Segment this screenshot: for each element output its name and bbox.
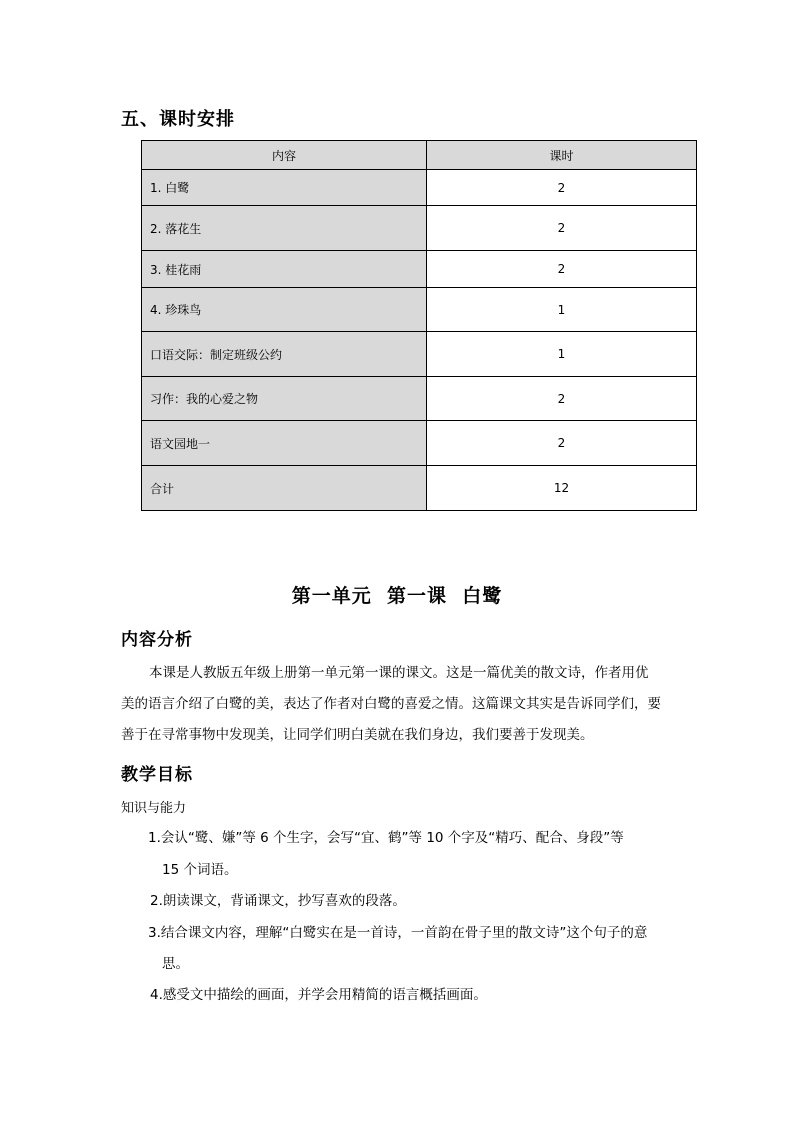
row-hours: 2: [427, 377, 697, 421]
row-hours: 2: [427, 170, 697, 206]
row-name: 习作：我的心爱之物: [142, 377, 427, 421]
goal-item: 2.朗读课文，背诵课文，抄写喜欢的段落。: [150, 893, 406, 909]
goals-subheading: 知识与能力: [121, 801, 187, 816]
table-row: [142, 206, 697, 251]
row-name: 口语交际：制定班级公约: [142, 332, 427, 377]
table-row: [142, 251, 697, 288]
row-hours: 2: [427, 251, 697, 288]
goal-item: 1.会认“鹭、嫌”等 6 个生字，会写“宜、鹤”等 10 个字及“精巧、配合、身段”等: [148, 830, 624, 846]
analysis-line: 本课是人教版五年级上册第一单元第一课的课文。这是一篇优美的散文诗，作者用优: [149, 665, 649, 681]
table-row: [142, 170, 697, 206]
table-row: [142, 288, 697, 332]
row-name: 1. 白鹭: [142, 170, 427, 206]
header-content: 内容: [142, 141, 427, 170]
analysis-line: 善于在寻常事物中发现美，让同学们明白美就在我们身边，我们要善于发现美。: [121, 727, 594, 743]
analysis-line: 美的语言介绍了白鹭的美，表达了作者对白鹭的喜爱之情。这篇课文其实是告诉同学们，要: [121, 696, 661, 712]
row-hours: 2: [427, 421, 697, 466]
table-row: [142, 377, 697, 421]
row-name: 4. 珍珠鸟: [142, 288, 427, 332]
row-name: 3. 桂花雨: [142, 251, 427, 288]
header-hours: 课时: [427, 141, 697, 170]
goal-item: 15 个词语。: [162, 862, 238, 878]
row-hours: 2: [427, 206, 697, 251]
goal-item: 3.结合课文内容，理解“白鹭实在是一首诗，一首韵在骨子里的散文诗”这个句子的意: [148, 925, 648, 941]
row-hours: 1: [427, 332, 697, 377]
row-name: 语文园地一: [142, 421, 427, 466]
goal-item: 4.感受文中描绘的画面，并学会用精简的语言概括画面。: [150, 987, 487, 1003]
analysis-paragraph: [121, 658, 681, 751]
schedule-title: 五、课时安排: [121, 109, 235, 130]
lesson-title: 第一单元 第一课 白鹭: [291, 585, 503, 607]
goals-heading: 教学目标: [121, 765, 193, 785]
schedule-table: [141, 140, 697, 511]
analysis-heading: 内容分析: [121, 630, 193, 650]
table-header-row: [142, 141, 697, 170]
row-hours: 1: [427, 288, 697, 332]
row-name: 2. 落花生: [142, 206, 427, 251]
row-hours: 12: [427, 466, 697, 511]
goal-item: 思。: [162, 956, 189, 972]
row-name: 合计: [142, 466, 427, 511]
table-row: [142, 421, 697, 466]
table-row: [142, 466, 697, 511]
table-row: [142, 332, 697, 377]
